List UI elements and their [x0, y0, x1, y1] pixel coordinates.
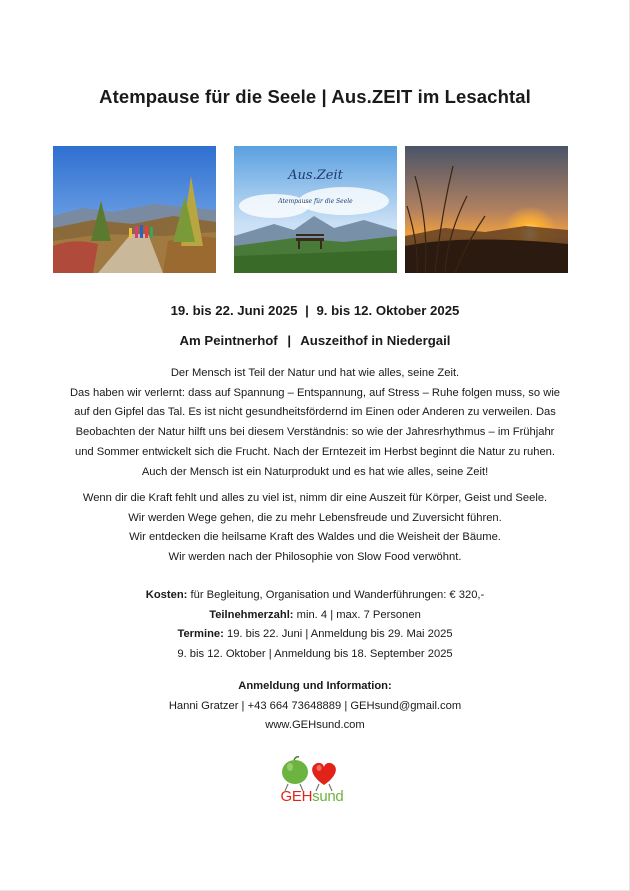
contact-heading: Anmeldung und Information: — [238, 680, 392, 692]
dates-line-2: 9. bis 12. Oktober | Anmeldung bis 18. September 2025 — [177, 647, 453, 660]
paragraph-line: Wir werden nach der Philosophie von Slow Food verwöhnt. — [168, 551, 462, 564]
separator: | — [287, 333, 292, 348]
website-link[interactable]: www.GEHsund.com — [265, 719, 365, 731]
location-peintnerhof: Am Peintnerhof — [179, 333, 278, 348]
date-june: 19. bis 22. Juni 2025 — [170, 303, 298, 318]
location-niedergail: Auszeithof in Niedergail — [300, 333, 451, 348]
dates-line — [0, 625, 630, 645]
paragraph-line: Wenn dir die Kraft fehlt und alles zu viel ist, nimm dir eine Auszeit für Körper, Geist und Seele. — [82, 492, 548, 504]
participants-value: min. 4 | max. 7 Personen — [293, 608, 421, 621]
page-title: Atempause für die Seele | Aus.ZEIT im Lesachtal — [99, 86, 531, 107]
date-october: 9. bis 12. Oktober 2025 — [316, 303, 460, 318]
paragraph-line: Wir entdecken die heilsame Kraft des Waldes und die Weisheit der Bäume. — [129, 531, 501, 544]
offer-paragraph — [60, 489, 570, 568]
paragraph-line: Das haben wir verlernt: dass auf Spannung – Entspannung, auf Stress – Ruhe folgen muss, so wie — [69, 386, 561, 399]
cost-value: für Begleitung, Organisation und Wanderführungen: € 320,- — [187, 589, 485, 601]
sunset-photo — [405, 146, 568, 273]
dates-label: Termine: — [177, 628, 224, 640]
logo-text-geh: GEH — [280, 788, 313, 805]
aus-zeit-caption: Aus.Zeit — [288, 168, 343, 183]
paragraph-line: Der Mensch ist Teil der Natur und hat wie alles, seine Zeit. — [170, 367, 460, 379]
bench-view-photo — [234, 146, 397, 273]
paragraph-line: Auch der Mensch ist ein Naturprodukt und es hat wie alles, seine Zeit! — [141, 465, 489, 478]
contact-block — [0, 677, 630, 736]
paragraph-line: Wir werden Wege gehen, die zu mehr Lebensfreude und Zuversicht führen. — [128, 511, 502, 524]
intro-paragraph — [60, 364, 570, 482]
cost-line — [0, 586, 630, 606]
photo-subtitle: Atempause für die Seele — [278, 198, 353, 205]
dates-value: 19. bis 22. Juni | Anmeldung bis 29. Mai 2025 — [223, 628, 453, 640]
gehsund-logo — [272, 755, 352, 810]
participants-label: Teilnehmerzahl: — [209, 608, 294, 621]
event-locations — [0, 333, 630, 348]
paragraph-line: Beobachten der Natur hilft uns bei diesem Verständnis: so wie der Jahresrhythmus – im Frühjahr — [75, 426, 555, 439]
logo-text-sund: sund — [312, 788, 344, 805]
paragraph-line: auf den Gipfel das Tal. Es ist nicht gesundheitsfördernd im Einen oder Anderen zu verweilen. Das — [74, 406, 556, 419]
participants-line — [0, 606, 630, 626]
logo-text — [272, 788, 352, 805]
event-dates — [0, 303, 630, 318]
separator: | — [305, 303, 309, 318]
photo-strip — [53, 146, 568, 273]
paragraph-line: und Sommer entwickelt sich die Frucht. Nach der Erntezeit im Herbst beginnt die Natur zu ruhen. — [74, 445, 556, 458]
cost-label: Kosten: — [145, 589, 188, 601]
contact-line: Hanni Gratzer | +43 664 73648889 | GEHsund@gmail.com — [168, 699, 462, 712]
details-block — [0, 586, 630, 664]
hiking-path-photo — [53, 146, 216, 273]
